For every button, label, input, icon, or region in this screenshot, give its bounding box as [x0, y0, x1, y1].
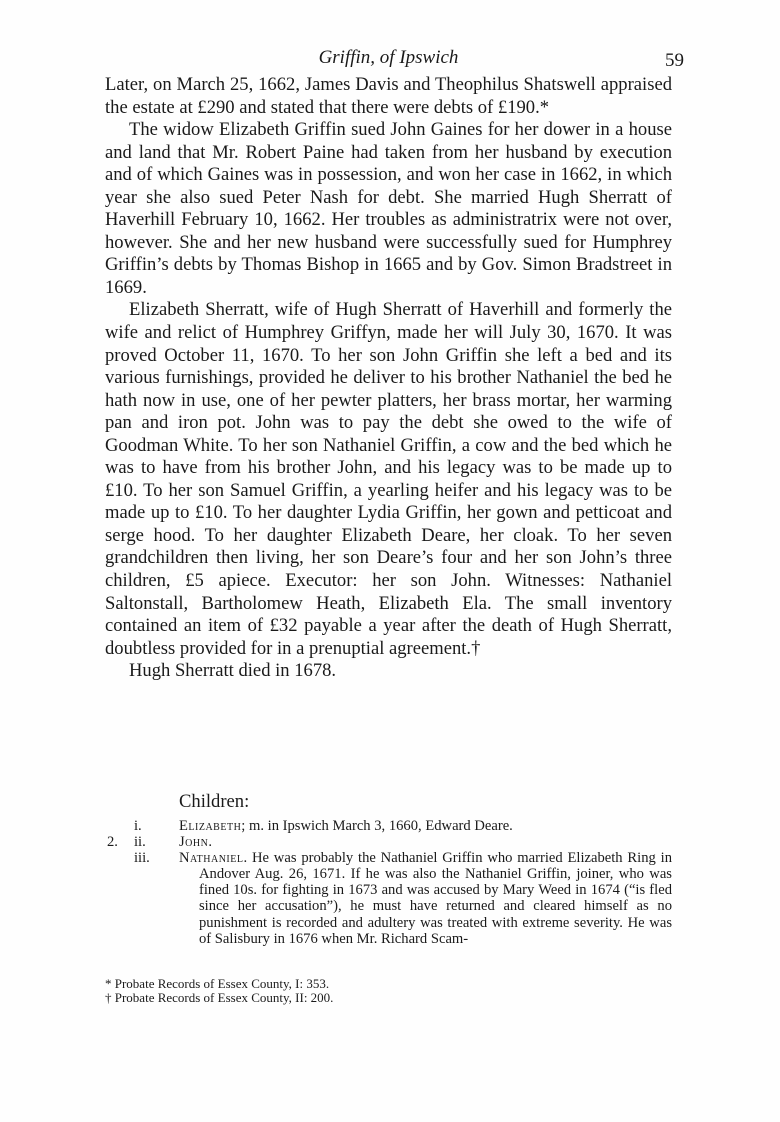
child-name: John [179, 834, 209, 851]
footnotes [105, 977, 672, 1005]
generation-number: 2. [107, 834, 118, 851]
child-name: Nathaniel [179, 850, 244, 867]
child-text: . [208, 834, 213, 851]
child-entry [105, 818, 672, 834]
child-text: ; m. in Ipswich March 3, 1660, Edward Deare. [241, 818, 513, 834]
body-text [105, 74, 672, 683]
footnote: * Probate Records of Essex County, I: 353. [105, 976, 330, 991]
page-number: 59 [665, 50, 684, 71]
child-entry [105, 850, 672, 947]
paragraph: Elizabeth Sherratt, wife of Hugh Sherratt of Haverhill and formerly the wife and relict of Humphrey Griffyn, made her will July 30, 1670. It was proved October 11, 1670. To her son John Griffin she left a bed and its various furnishings, provided he deliver to his brother Nathaniel the bed he hath now in use, one of her pewter platters, her brass mortar, her warming pan and iron pot. John was to pay the debt she owed to the wife of Goodman White. To her son Nathaniel Griffin, a cow and the bed which he was to have from his brother John, and his legacy was to be made up to £10. To her son Samuel Griffin, a yearling heifer and his legacy was to be made up to £10. To her daughter Lydia Griffin, her gown and petticoat and serge hood. To her daughter Elizabeth Deare, her cloak. To her seven grandchildren then living, her son Deare’s four and her son John’s three children, £5 apiece. Executor: her son John. Witnesses: Nathaniel Saltonstall, Bartholomew Heath, Elizabeth Ela. The small inventory contained an item of £32 payable a year after the death of Hugh Sherratt, doubtless provided for in a prenuptial agreement.† [105, 299, 672, 659]
child-name: Elizabeth [179, 818, 242, 834]
children-heading: Children: [179, 791, 250, 812]
child-text: . He was probably the Nathaniel Griffin who married Elizabeth Ring in Andover Aug. 26, 1671. If he was also the Nathaniel Griffin, joiner, who was fined 10s. for fighting in 1673 and was accused by Mary Weed in 1674 (“is fled since her accusation”), he must have returned and cleared himself as no punishment is recorded and adultery was treated with extreme severity. He was of Salisbury in 1676 when Mr. Richard Scam- [199, 850, 672, 947]
child-ordinal: iii. [134, 850, 150, 867]
footnote: † Probate Records of Essex County, II: 200. [105, 990, 334, 1005]
child-ordinal: i. [134, 818, 142, 834]
paragraph: The widow Elizabeth Griffin sued John Gaines for her dower in a house and land that Mr. Robert Paine had taken from her husband by execution and of which Gaines was in possession, and won her case in 1662, in which year she also sued Peter Nash for debt. She married Hugh Sherratt of Haverhill February 10, 1662. Her troubles as administratrix were not over, however. She and her new husband were successfully sued for Humphrey Griffin’s debts by Thomas Bishop in 1665 and by Gov. Simon Bradstreet in 1669. [105, 119, 672, 298]
children-list [105, 818, 672, 947]
paragraph: Later, on March 25, 1662, James Davis and Theophilus Shatswell appraised the estate at £290 and stated that there were debts of £190.* [105, 74, 672, 118]
running-head [105, 47, 684, 71]
paragraph: Hugh Sherratt died in 1678. [129, 660, 337, 682]
child-ordinal: ii. [134, 834, 146, 851]
running-head-title: Griffin, of Ipswich [318, 47, 459, 68]
child-entry [105, 834, 672, 850]
child-body [179, 850, 672, 947]
